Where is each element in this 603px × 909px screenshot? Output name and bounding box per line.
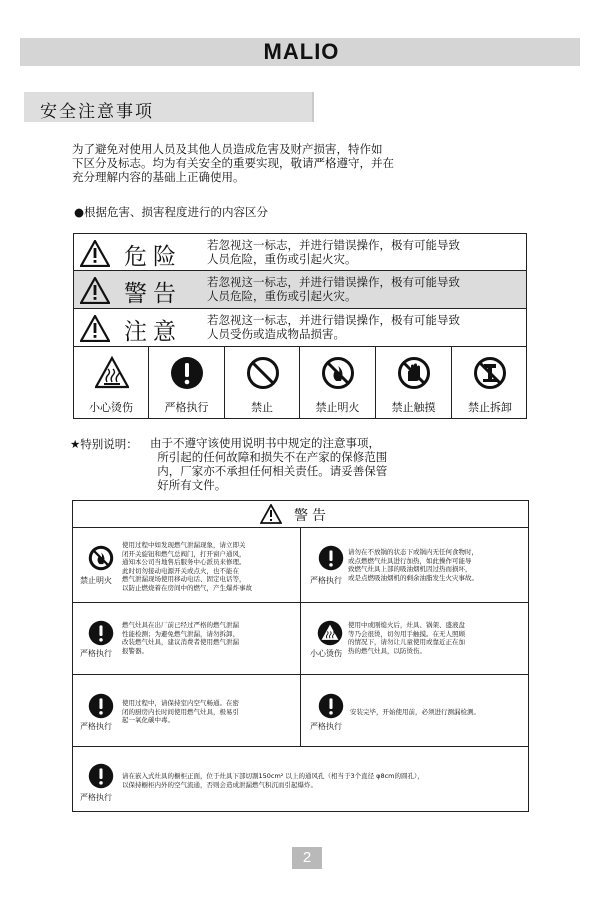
mandatory-icon (88, 620, 114, 646)
hazard-level: 注意 (124, 319, 182, 345)
special-note-body: 由于不遵守该使用说明书中规定的注意事项， 所引起的任何故障和损失不在产家的保修范围 内，厂家亦不承担任何相关责任。请妥善保管 好所有文件。 (150, 436, 388, 492)
prohibition-icon (246, 356, 280, 390)
warning-item-text: 请勿在不放锅的状态下或锅内无任何食物时， 或点燃燃气灶具进行加热，如此操作可能导 致燃气灶具上部的吸油烟机因过热而损坏， 或是点燃吸油烟机的剩余油脂发生火灾事故。 (348, 548, 478, 582)
classification-heading: ●根据危害、损害程度进行的内容区分 (74, 205, 269, 219)
warning-item-label: 严格执行 (310, 722, 342, 731)
mandatory-icon (88, 693, 114, 719)
warning-item-label: 小心烫伤 (310, 649, 342, 658)
brand-logo: MALIO (263, 39, 340, 64)
symbol-cell (376, 347, 452, 418)
warning-item-label: 严格执行 (80, 793, 112, 802)
warning-item-label: 严格执行 (80, 649, 112, 658)
hazard-row-danger (73, 233, 527, 271)
mandatory-icon (88, 763, 114, 789)
section-title: 安全注意事项 (40, 102, 154, 122)
warning-item-label: 严格执行 (310, 576, 342, 585)
symbol-label: 禁止拆卸 (468, 401, 512, 414)
hazard-row-warning (73, 271, 527, 309)
warning-triangle-icon (260, 504, 282, 524)
symbol-cell (225, 347, 300, 418)
divider (72, 746, 529, 747)
warning-box-title: 警告 (294, 508, 330, 524)
warning-item-text: 安装完毕，开始使用前，必须进行测漏检测。 (350, 708, 480, 716)
symbol-label: 严格执行 (164, 401, 209, 414)
warning-item-text: 燃气灶具在出厂前已经过严格的燃气泄漏 性能检测；为避免燃气泄漏，请勿拆卸、 改装燃气灶具，建议消费者使用燃气泄漏 报警器。 (122, 621, 239, 655)
symbol-cell (149, 347, 225, 418)
hazard-description: 若忽视这一标志，并进行错误操作，极有可能导致 人员受伤或造成物品损害。 (207, 313, 460, 341)
warning-item-label: 严格执行 (80, 722, 112, 731)
symbol-legend-row (73, 347, 527, 419)
no-open-flame-icon (321, 356, 355, 390)
hazard-description: 若忽视这一标志，并进行错误操作，极有可能导致 人员危险，重伤或引起火灾。 (207, 275, 460, 303)
no-open-flame-icon (88, 545, 114, 571)
warning-triangle-icon (80, 277, 110, 304)
divider (300, 528, 301, 746)
hot-surface-icon (95, 356, 129, 390)
warning-item-text: 使用过程中如发现燃气泄漏现象，请立即关 闭开关旋钮和燃气总阀门，打开窗户通风， 通知本公司当地售后服务中心派员来修理。 此时切勿接动电源开关或点火，也不能在 燃气泄漏现场使用移动电话、固定电话等， 以防止燃烧着在房间中的燃气，产生爆炸事故 (122, 541, 252, 592)
no-touch-icon (397, 356, 431, 390)
mandatory-icon (318, 545, 344, 571)
symbol-cell (452, 347, 528, 418)
warning-item-text: 请在嵌入式灶具的橱柜正面，位于灶具下部切割150cm² 以上的通风孔（相当于3个直径 φ8cm的圆孔）， 以保持橱柜内外的空气流通，否则会造成泄漏燃气积沉而引起爆炸。 (122, 772, 424, 789)
special-note-label: ★特别说明： (70, 437, 138, 451)
warning-item-text: 使用过程中，请保持室内空气畅通。在密 闭的厨房内长时间使用燃气灶具，极易引 起一氧化碳中毒。 (122, 699, 239, 724)
symbol-label: 小心烫伤 (89, 401, 133, 414)
warning-triangle-icon (80, 315, 110, 342)
page-number: 2 (302, 849, 312, 866)
mandatory-icon (318, 693, 344, 719)
hazard-level: 危险 (124, 244, 182, 270)
warning-item-label: 禁止明火 (80, 576, 112, 585)
hot-surface-icon (317, 620, 343, 646)
symbol-cell (74, 347, 149, 418)
symbol-label: 禁止明火 (315, 401, 360, 414)
symbol-cell (300, 347, 376, 418)
hazard-level: 警告 (124, 281, 182, 307)
intro-paragraph: 为了避免对使用人员及其他人员造成危害及财产损害，特作如 下区分及标志。均为有关安全的重要实现，敬请严格遵守，并在 充分理解内容的基础上正确使用。 (72, 142, 394, 184)
symbol-label: 禁止 (251, 401, 273, 414)
warning-item-text: 使用中或刚熄火后，灶具、锅架、盛液盘 等乃会很烫，切勿用手触摸。在无人照顾 的情况下，请勿让儿童使用或靠近正在加 热的燃气灶具，以防烫伤。 (348, 621, 465, 655)
warning-triangle-icon (80, 240, 110, 267)
symbol-label: 禁止触摸 (391, 401, 436, 414)
no-disassembly-icon (473, 356, 507, 390)
hazard-description: 若忽视这一标志，并进行错误操作，极有可能导致 人员危险，重伤或引起火灾。 (207, 238, 460, 266)
warning-box-header (72, 500, 529, 528)
mandatory-icon (170, 356, 204, 390)
hazard-row-caution (73, 309, 527, 347)
